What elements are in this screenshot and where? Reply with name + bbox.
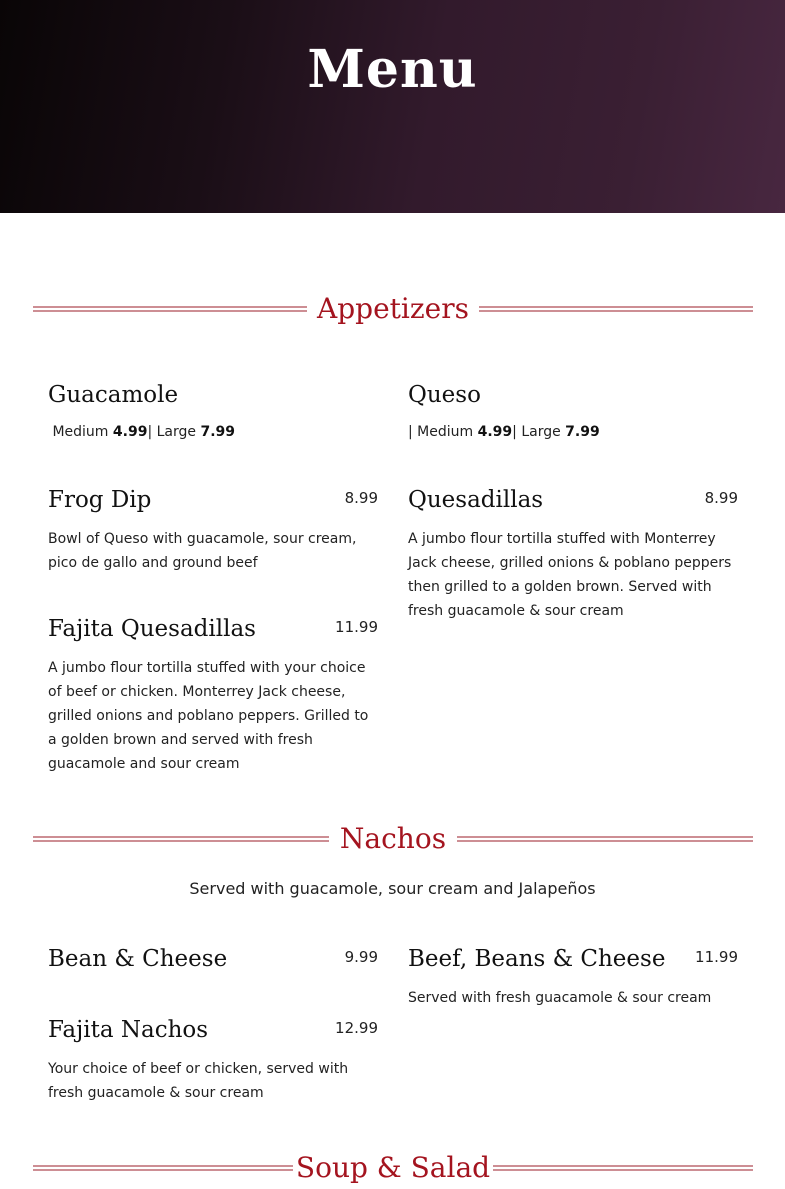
menu-item-beef-beans-cheese	[408, 944, 738, 1010]
size-label: Large	[521, 424, 561, 440]
size-price: 7.99	[565, 424, 600, 440]
item-description: A jumbo flour tortilla stuffed with your choice of beef or chicken. Monterrey Jack cheese, grilled onions and poblano peppers. Grilled to a golden brown and served with fresh guacamole and sour cream	[48, 660, 369, 772]
item-price: 8.99	[704, 489, 738, 507]
menu-item-fajita-nachos	[48, 1015, 378, 1105]
section-heading-soup-salad	[33, 1148, 753, 1188]
section-title: Appetizers	[317, 292, 469, 325]
divider-line-right	[479, 307, 753, 312]
item-description: Bowl of Queso with guacamole, sour cream, pico de gallo and ground beef	[48, 531, 357, 571]
menu-item-frog-dip	[48, 485, 378, 575]
item-name: Fajita Quesadillas	[48, 616, 256, 642]
item-price: 11.99	[335, 618, 378, 636]
section-subtitle: Served with guacamole, sour cream and Jalapeños	[189, 879, 596, 898]
size-separator: |	[512, 424, 517, 440]
section-title: Nachos	[339, 822, 447, 855]
size-label: Medium	[417, 424, 474, 440]
item-name: Frog Dip	[48, 487, 152, 513]
size-price: 4.99	[112, 424, 148, 440]
item-price: 9.99	[344, 948, 378, 966]
item-name: Queso	[408, 382, 481, 408]
menu-item-quesadillas	[408, 485, 738, 623]
menu-item-guacamole	[48, 380, 378, 444]
item-price: 11.99	[695, 948, 738, 966]
item-name: Bean & Cheese	[48, 946, 228, 972]
divider-line-right	[493, 1166, 753, 1171]
size-price: 4.99	[477, 424, 513, 440]
size-separator: |	[147, 424, 153, 440]
item-name: Guacamole	[48, 382, 179, 408]
size-price: 7.99	[200, 424, 235, 440]
item-description: Served with fresh guacamole & sour cream	[408, 990, 712, 1006]
section-heading-nachos	[33, 819, 753, 859]
item-price: 12.99	[335, 1019, 378, 1037]
size-label: Medium	[52, 424, 109, 440]
section-heading-appetizers	[33, 289, 753, 329]
page-title: Menu	[307, 39, 478, 100]
item-description: A jumbo flour tortilla stuffed with Monterrey Jack cheese, grilled onions & poblano peppers then grilled to a golden brown. Served with fresh guacamole & sour cream	[408, 531, 732, 619]
menu-item-queso	[408, 380, 738, 444]
section-title: Soup & Salad	[295, 1151, 491, 1184]
item-name: Beef, Beans & Cheese	[408, 946, 666, 972]
item-sizes	[408, 420, 738, 444]
item-name: Quesadillas	[408, 487, 544, 513]
item-sizes	[48, 420, 378, 444]
item-price: 8.99	[344, 489, 378, 507]
size-separator: |	[408, 424, 413, 440]
hero-banner	[0, 0, 785, 213]
item-description: Your choice of beef or chicken, served with fresh guacamole & sour cream	[48, 1061, 349, 1101]
menu-item-bean-cheese	[48, 944, 378, 974]
item-name: Fajita Nachos	[48, 1017, 209, 1043]
divider-line-right	[457, 837, 753, 842]
size-label: Large	[156, 424, 196, 440]
menu-item-fajita-quesadillas	[48, 614, 378, 776]
